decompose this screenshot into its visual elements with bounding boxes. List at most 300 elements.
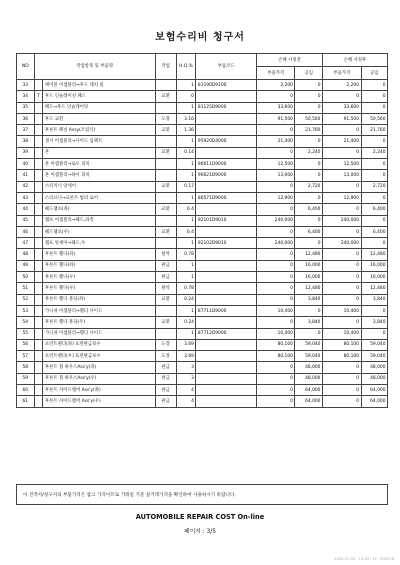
row-item-name: 후론트 사이드멤버 Ass'y(좌) (43, 385, 155, 396)
disclaimer-note: 이 견적서/청구서의 부품가격은 참고 가격이므로 거래일 기준 실거래가격을 확인하여 사용하시기 바랍니다. (16, 484, 388, 505)
row-labor-before: 59,040 (295, 339, 323, 350)
row-part-code: 92101D9010 (196, 215, 257, 226)
row-item-name: 혼 어셈블리→로우 피치 (43, 159, 155, 170)
row-labor-after: 0 (361, 328, 388, 339)
row-labor-before: 3,840 (295, 317, 323, 328)
table-row (17, 80, 388, 91)
row-hq: 0.24 (176, 294, 196, 305)
row-labor-before: 0 (295, 192, 323, 203)
row-labor-after: 0 (361, 192, 388, 203)
table-row (17, 125, 388, 136)
row-mark (34, 113, 43, 124)
row-mark (34, 102, 43, 113)
row-part-price-after: 80,100 (322, 339, 361, 350)
row-part-code (196, 226, 257, 237)
row-part-code (196, 260, 257, 271)
row-part-code (196, 396, 257, 407)
row-work-type: 판금 (155, 260, 176, 271)
row-no: 45 (17, 215, 35, 226)
row-no: 44 (17, 204, 35, 215)
row-labor-before: 12,480 (295, 249, 323, 260)
row-labor-after: 3,840 (361, 317, 388, 328)
row-labor-after: 12,480 (361, 283, 388, 294)
table-row (17, 204, 388, 215)
row-part-code (196, 147, 257, 158)
row-hq: 0.4 (176, 226, 196, 237)
table-row (17, 215, 388, 226)
row-part-code (196, 113, 257, 124)
row-part-price-after: 10,400 (322, 305, 361, 316)
row-labor-after: 0 (361, 136, 388, 147)
row-labor-after: 0 (361, 102, 388, 113)
row-part-price-before: 0 (256, 249, 295, 260)
row-work-type: 교환 (155, 204, 176, 215)
row-labor-after: 0 (361, 80, 388, 91)
row-labor-after: 3,840 (361, 294, 388, 305)
row-part-price-before: 12,900 (256, 192, 295, 203)
row-labor-before: 0 (295, 170, 323, 181)
row-part-price-before: 0 (256, 181, 295, 192)
row-hq: 1 (176, 102, 196, 113)
row-no: 49 (17, 260, 35, 271)
row-work-type (155, 159, 176, 170)
table-body (17, 80, 388, 408)
row-part-code: 96611D9000 (196, 159, 257, 170)
row-part-price-before: 0 (256, 396, 295, 407)
row-work-type: 탈착 (155, 249, 176, 260)
footer-title: AUTOMOBILE REPAIR COST On-line (135, 513, 265, 521)
row-mark (34, 215, 43, 226)
header-part-code: 부품코드 (196, 54, 257, 80)
table-row (17, 147, 388, 158)
row-work-type (155, 102, 176, 113)
row-part-code (196, 91, 257, 102)
row-part-price-after: 21,400 (322, 136, 361, 147)
row-part-price-after: 0 (322, 294, 361, 305)
row-labor-after: 0 (361, 159, 388, 170)
row-work-type: 도장 (155, 113, 176, 124)
row-work-type: 교환 (155, 294, 176, 305)
table-row (17, 272, 388, 283)
row-no: 61 (17, 396, 35, 407)
row-hq: 3 (176, 373, 196, 384)
row-part-code (196, 204, 257, 215)
row-part-price-before: 10,400 (256, 305, 295, 316)
row-hq: 4 (176, 396, 196, 407)
row-item-name: 가니쉬 어셈블리→휀더 사이드 (43, 328, 155, 339)
header-hq: H.Q.% (176, 54, 196, 80)
row-work-type: 교환 (155, 147, 176, 158)
row-item-name: 후론트 휀다(좌) (43, 249, 155, 260)
row-item-name: 후론트 휀다(좌) (43, 260, 155, 271)
row-item-name: 프런트펜더(우) 표면판금보수 (43, 351, 155, 362)
row-item-name: 프런트펜더(좌) 표면판금보수 (43, 339, 155, 350)
row-part-price-after: 91,500 (322, 113, 361, 124)
row-no: 53 (17, 305, 35, 316)
row-mark (34, 249, 43, 260)
row-part-code: 87711D9000 (196, 305, 257, 316)
row-hq: 1 (176, 272, 196, 283)
table-row (17, 181, 388, 192)
row-part-price-after: 0 (322, 147, 361, 158)
row-hq: 3.69 (176, 339, 196, 350)
row-mark (34, 181, 43, 192)
row-labor-before: 6,400 (295, 204, 323, 215)
row-part-price-before: 33,600 (256, 102, 295, 113)
row-no: 40 (17, 159, 35, 170)
row-part-code (196, 249, 257, 260)
row-no: 36 (17, 113, 35, 124)
row-work-type (155, 238, 176, 249)
row-item-name: 헤드램프(우) (43, 226, 155, 237)
row-no: 51 (17, 283, 35, 294)
row-work-type: 교환 (155, 181, 176, 192)
row-no: 57 (17, 351, 35, 362)
row-item-name: 램프 앗세이→헤드,우 (43, 238, 155, 249)
row-mark (34, 272, 43, 283)
row-part-price-after: 0 (322, 317, 361, 328)
row-labor-after: 0 (361, 91, 388, 102)
row-no: 47 (17, 238, 35, 249)
row-work-type (155, 215, 176, 226)
row-labor-after: 2,720 (361, 181, 388, 192)
row-part-price-after: 240,000 (322, 215, 361, 226)
row-part-code: 86571D9000 (196, 192, 257, 203)
table-row (17, 339, 388, 350)
row-item-name: 후론트 휠 하우스Ass'y(좌) (43, 362, 155, 373)
row-part-price-before: 21,400 (256, 136, 295, 147)
row-labor-after: 59,040 (361, 339, 388, 350)
row-work-type: 판금 (155, 385, 176, 396)
row-hq: 1 (176, 328, 196, 339)
row-part-price-before: 0 (256, 294, 295, 305)
row-no: 38 (17, 136, 35, 147)
row-labor-before: 0 (295, 80, 323, 91)
row-no: 52 (17, 294, 35, 305)
header-work-item: 작업항목 및 부품명 (34, 54, 155, 80)
row-hq: 1 (176, 192, 196, 203)
row-part-price-before: 12,500 (256, 159, 295, 170)
row-item-name: 센서 어셈블리→사이드 임팩트 (43, 136, 155, 147)
row-labor-after: 64,000 (361, 396, 388, 407)
row-mark (34, 362, 43, 373)
row-part-price-before: 0 (256, 317, 295, 328)
row-part-code: 95920D4000 (196, 136, 257, 147)
row-mark (34, 328, 43, 339)
row-mark (34, 373, 43, 384)
row-hq: 0.24 (176, 317, 196, 328)
row-labor-after: 0 (361, 215, 388, 226)
row-no: 42 (17, 181, 35, 192)
row-work-type: 도장 (155, 339, 176, 350)
row-hq: 0.78 (176, 283, 196, 294)
row-labor-before: 0 (295, 328, 323, 339)
row-work-type: 교환 (155, 317, 176, 328)
row-mark (34, 80, 43, 91)
row-part-code: 87712D9000 (196, 328, 257, 339)
row-part-price-after: 0 (322, 249, 361, 260)
row-part-price-after: 2,200 (322, 80, 361, 91)
row-item-name: 후론트 휀다 몰딩(좌) (43, 294, 155, 305)
row-labor-after: 48,000 (361, 373, 388, 384)
row-part-price-before: 2,200 (256, 80, 295, 91)
table-row (17, 170, 388, 181)
row-part-code: 92102D9010 (196, 238, 257, 249)
row-part-price-after: 0 (322, 260, 361, 271)
row-mark (34, 125, 43, 136)
row-part-code (196, 181, 257, 192)
row-work-type (155, 192, 176, 203)
row-part-price-before: 0 (256, 272, 295, 283)
repair-cost-table (16, 53, 388, 408)
row-work-type: 판금 (155, 396, 176, 407)
header-labor-after: 공임 (361, 67, 388, 80)
table-row (17, 362, 388, 373)
row-part-price-before: 0 (256, 260, 295, 271)
row-part-price-after: 80,100 (322, 351, 361, 362)
row-work-type: 판금 (155, 272, 176, 283)
row-no: 34 (17, 91, 35, 102)
table-row (17, 192, 388, 203)
table-row (17, 136, 388, 147)
row-part-price-after: 0 (322, 125, 361, 136)
row-no: 58 (17, 362, 35, 373)
table-row (17, 385, 388, 396)
table-row (17, 102, 388, 113)
table-row (17, 283, 388, 294)
row-part-price-after: 12,500 (322, 159, 361, 170)
row-mark (34, 260, 43, 271)
print-stamp: 2020-07-04 · 14:30 · 1F · R30028 (334, 557, 394, 561)
row-mark (34, 147, 43, 158)
header-after-adjustment: 손해 사정후 (322, 54, 387, 67)
row-part-price-before: 0 (256, 204, 295, 215)
row-labor-before: 0 (295, 305, 323, 316)
row-part-price-before: 0 (256, 362, 295, 373)
row-part-price-before: 0 (256, 385, 295, 396)
row-work-type (155, 305, 176, 316)
row-part-price-after: 10,400 (322, 328, 361, 339)
row-part-code (196, 351, 257, 362)
row-no: 35 (17, 102, 35, 113)
row-no: 59 (17, 373, 35, 384)
row-no: 48 (17, 249, 35, 260)
row-mark: T (34, 91, 43, 102)
row-hq: 0.78 (176, 249, 196, 260)
row-labor-after: 16,000 (361, 272, 388, 283)
table-row (17, 238, 388, 249)
row-work-type (155, 170, 176, 181)
row-labor-before: 0 (295, 238, 323, 249)
row-item-name: 혼 어셈블리→하이 피치 (43, 170, 155, 181)
row-part-code (196, 283, 257, 294)
row-part-price-before: 13,000 (256, 170, 295, 181)
row-part-price-before: 240,000 (256, 238, 295, 249)
row-labor-after: 64,000 (361, 385, 388, 396)
row-mark (34, 192, 43, 203)
row-mark (34, 396, 43, 407)
table-row (17, 294, 388, 305)
row-hq: 1 (176, 260, 196, 271)
table-row (17, 328, 388, 339)
row-mark (34, 136, 43, 147)
row-item-name: 혼 (43, 147, 155, 158)
row-labor-after: 59,040 (361, 351, 388, 362)
row-no: 33 (17, 80, 35, 91)
row-labor-before: 2,720 (295, 181, 323, 192)
row-work-type (155, 328, 176, 339)
table-row (17, 351, 388, 362)
row-part-price-after: 0 (322, 91, 361, 102)
row-hq: 1 (176, 80, 196, 91)
row-no: 46 (17, 226, 35, 237)
row-mark (34, 204, 43, 215)
row-labor-before: 0 (295, 136, 323, 147)
row-labor-before: 0 (295, 215, 323, 226)
row-mark (34, 170, 43, 181)
row-part-code (196, 125, 257, 136)
row-work-type (155, 80, 176, 91)
row-part-price-before: 0 (256, 147, 295, 158)
row-labor-before: 0 (295, 102, 323, 113)
header-before-adjustment: 손해 사정전 (256, 54, 322, 67)
row-part-code: 81190D9100 (196, 80, 257, 91)
row-mark (34, 305, 43, 316)
row-part-price-before: 80,100 (256, 351, 295, 362)
row-hq: 1 (176, 170, 196, 181)
row-no: 37 (17, 125, 35, 136)
row-part-code (196, 339, 257, 350)
row-labor-before: 21,760 (295, 125, 323, 136)
row-part-code: 96621D9000 (196, 170, 257, 181)
row-no: 43 (17, 192, 35, 203)
row-part-price-before: 10,400 (256, 328, 295, 339)
row-part-price-before: 240,000 (256, 215, 295, 226)
table-row (17, 159, 388, 170)
row-part-code: 81125D9000 (196, 102, 257, 113)
row-hq: 4 (176, 385, 196, 396)
row-part-price-after: 0 (322, 283, 361, 294)
table-row (17, 260, 388, 271)
row-mark (34, 159, 43, 170)
row-item-name: 가니쉬 어셈블리→휀더 사이드 (43, 305, 155, 316)
row-part-price-after: 0 (322, 272, 361, 283)
row-item-name: 후론트 휀다(우) (43, 272, 155, 283)
row-labor-before: 0 (295, 91, 323, 102)
row-part-code (196, 317, 257, 328)
row-no: 41 (17, 170, 35, 181)
table-row (17, 249, 388, 260)
row-item-name: 후론트 휀다 몰딩(우) (43, 317, 155, 328)
header-no: NO (17, 54, 35, 80)
row-part-price-before: 91,500 (256, 113, 295, 124)
row-labor-before: 64,000 (295, 385, 323, 396)
row-hq: 3.69 (176, 351, 196, 362)
row-mark (34, 385, 43, 396)
row-no: 56 (17, 339, 35, 350)
row-part-code (196, 373, 257, 384)
row-labor-after: 21,760 (361, 125, 388, 136)
row-labor-after: 48,000 (361, 362, 388, 373)
row-hq: 3 (176, 362, 196, 373)
row-item-name: 후론트 사이드멤버 Ass'y(우) (43, 396, 155, 407)
table-row (17, 373, 388, 384)
row-part-price-after: 0 (322, 204, 361, 215)
row-item-name: 후론트 패널 Assy(조립식) (43, 125, 155, 136)
row-no: 39 (17, 147, 35, 158)
row-hq: 1 (176, 136, 196, 147)
row-no: 60 (17, 385, 35, 396)
row-item-name: 후론트 휠 하우스Ass'y(우) (43, 373, 155, 384)
row-labor-before: 6,400 (295, 226, 323, 237)
row-labor-after: 0 (361, 305, 388, 316)
table-row (17, 226, 388, 237)
row-mark (34, 339, 43, 350)
row-mark (34, 283, 43, 294)
row-labor-before: 0 (295, 159, 323, 170)
row-mark (34, 351, 43, 362)
row-work-type: 교환 (155, 226, 176, 237)
row-labor-before: 50,560 (295, 113, 323, 124)
row-labor-after: 12,480 (361, 249, 388, 260)
row-labor-before: 48,000 (295, 362, 323, 373)
row-hq: 1 (176, 159, 196, 170)
row-hq: 1 (176, 215, 196, 226)
row-part-code (196, 294, 257, 305)
row-no: 55 (17, 328, 35, 339)
row-labor-before: 16,000 (295, 272, 323, 283)
row-part-code (196, 385, 257, 396)
row-labor-after: 0 (361, 238, 388, 249)
row-labor-before: 3,840 (295, 294, 323, 305)
row-no: 54 (17, 317, 35, 328)
row-item-name: 패드→후드 인슐레이팅 (43, 102, 155, 113)
row-labor-before: 2,240 (295, 147, 323, 158)
row-hq: 0.4 (176, 204, 196, 215)
row-hq: 0.14 (176, 147, 196, 158)
row-work-type: 판금 (155, 362, 176, 373)
row-mark (34, 294, 43, 305)
row-work-type: 탈착 (155, 283, 176, 294)
row-part-price-after: 33,600 (322, 102, 361, 113)
row-part-code (196, 362, 257, 373)
row-part-price-before: 80,100 (256, 339, 295, 350)
row-part-price-after: 12,900 (322, 192, 361, 203)
row-part-price-before: 0 (256, 373, 295, 384)
row-hq: 0 (176, 91, 196, 102)
row-item-name: 후론트 휀다(우) (43, 283, 155, 294)
row-part-price-before: 0 (256, 283, 295, 294)
row-item-name: 스티프너→프론트 범퍼 로어 (43, 192, 155, 203)
row-part-price-after: 0 (322, 226, 361, 237)
row-hq: 1.36 (176, 125, 196, 136)
row-part-price-after: 0 (322, 362, 361, 373)
row-part-price-after: 13,000 (322, 170, 361, 181)
row-hq: 1 (176, 305, 196, 316)
row-part-price-after: 0 (322, 373, 361, 384)
row-item-name: 헤드램프(좌) (43, 204, 155, 215)
table-row (17, 317, 388, 328)
row-item-name: 램프 어셈블리→헤드,좌측 (43, 215, 155, 226)
row-part-price-before: 0 (256, 91, 295, 102)
row-labor-before: 12,480 (295, 283, 323, 294)
row-labor-before: 16,000 (295, 260, 323, 271)
row-item-name: 케이블 어셈블리→후드 래치 릴 (43, 80, 155, 91)
row-labor-after: 50,560 (361, 113, 388, 124)
row-part-price-after: 0 (322, 181, 361, 192)
page-title: 보험수리비 청구서 (155, 32, 245, 43)
row-labor-before: 59,040 (295, 351, 323, 362)
